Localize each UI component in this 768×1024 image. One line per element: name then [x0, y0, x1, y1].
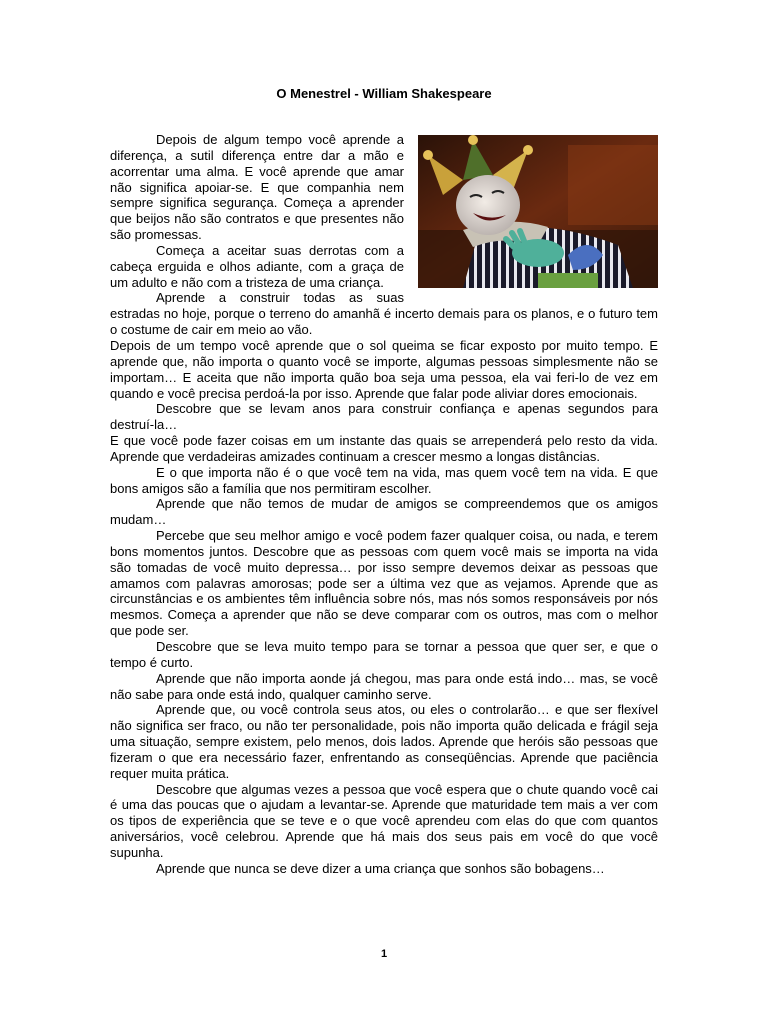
jester-laughing-photo [418, 135, 658, 288]
paragraph: E que você pode fazer coisas em um instante das quais se arrependerá pelo resto da vida. Aprende que verdadeiras amizades continuam a crescer mesmo a longas distâncias. [110, 433, 658, 464]
page-number: 1 [380, 948, 388, 960]
paragraph: Aprende que, ou você controla seus atos, ou eles o controlarão… e que ser flexível não significa ser fraco, ou não ter personalidade, pois não importa quão delicada e frágil seja uma situação, sempre existem, pelo menos, dois lados. Aprende que heróis são pessoas que fizeram o que era necessário fazer, enfrentando as conseqüências. Aprende que paciência requer muita prática. [110, 702, 658, 781]
document-body [110, 132, 658, 877]
paragraph: Percebe que seu melhor amigo e você podem fazer qualquer coisa, ou nada, e terem bons momentos juntos. Descobre que as pessoas com quem você mais se importa na vida são tomadas de você muito depressa… por isso sempre devemos deixar as pessoas que amamos com palavras amorosas; pode ser a última vez que as vejamos. Aprende que as circunstâncias e os ambientes têm influência sobre nós, mas nós somos responsáveis por nós mesmos. Começa a aprender que não se deve comparar com os outros, mas com o melhor que pode ser. [110, 528, 658, 639]
paragraph: Aprende que não temos de mudar de amigos se compreendemos que os amigos mudam… [110, 496, 658, 528]
paragraph: Aprende que nunca se deve dizer a uma criança que sonhos são bobagens… [156, 860, 605, 876]
paragraph: Descobre que algumas vezes a pessoa que você espera que o chute quando você cai é uma das poucas que o ajudam a levantar-se. Aprende que maturidade tem mais a ver com os tipos de experiência que se teve e o que você aprendeu com elas do que com quantos aniversários, você celebrou. Aprende que há mais dos seus pais em você do que você supunha. [110, 781, 658, 860]
paragraph: Descobre que se levam anos para construir confiança e apenas segundos para destruí-la… [110, 401, 658, 433]
paragraph: Começa a aceitar suas derrotas com a cabeça erguida e olhos adiante, com a graça de um adulto e não com a tristeza de uma criança. [110, 242, 404, 290]
paragraph: Depois de um tempo você aprende que o sol queima se ficar exposto por muito tempo. E aprende que, não importa o quanto você se importe, algumas pessoas simplesmente não se importam… E aceita que não importa quão boa seja uma pessoa, ela vai feri-lo de vez em quando e você precisa perdoá-la por isso. Aprende que falar pode aliviar dores emocionais. [110, 337, 658, 401]
paragraph: Aprende a construir todas as suas estradas no hoje, porque o terreno do amanhã é incerto demais para os planos, e o futuro tem o costume de cair em meio ao vão. [110, 290, 658, 338]
jester-illustration [418, 135, 658, 288]
paragraph: Aprende que não importa aonde já chegou, mas para onde está indo… mas, se você não sabe para onde está indo, qualquer caminho serve. [110, 670, 658, 702]
paragraph: E o que importa não é o que você tem na vida, mas quem você tem na vida. E que bons amigos são a família que nos permitiram escolher. [110, 464, 658, 496]
paragraph: Descobre que se leva muito tempo para se tornar a pessoa que quer ser, e que o tempo é curto. [110, 639, 658, 670]
document-title: O Menestrel - William Shakespeare [276, 86, 492, 101]
paragraph: Depois de algum tempo você aprende a diferença, a sutil diferença entre dar a mão e acorrentar uma alma. E você aprende que amar não significa apoiar-se. E que companhia nem sempre significa segurança. Começa a aprender que beijos não são contratos e que presentes não são promessas. [110, 132, 404, 243]
